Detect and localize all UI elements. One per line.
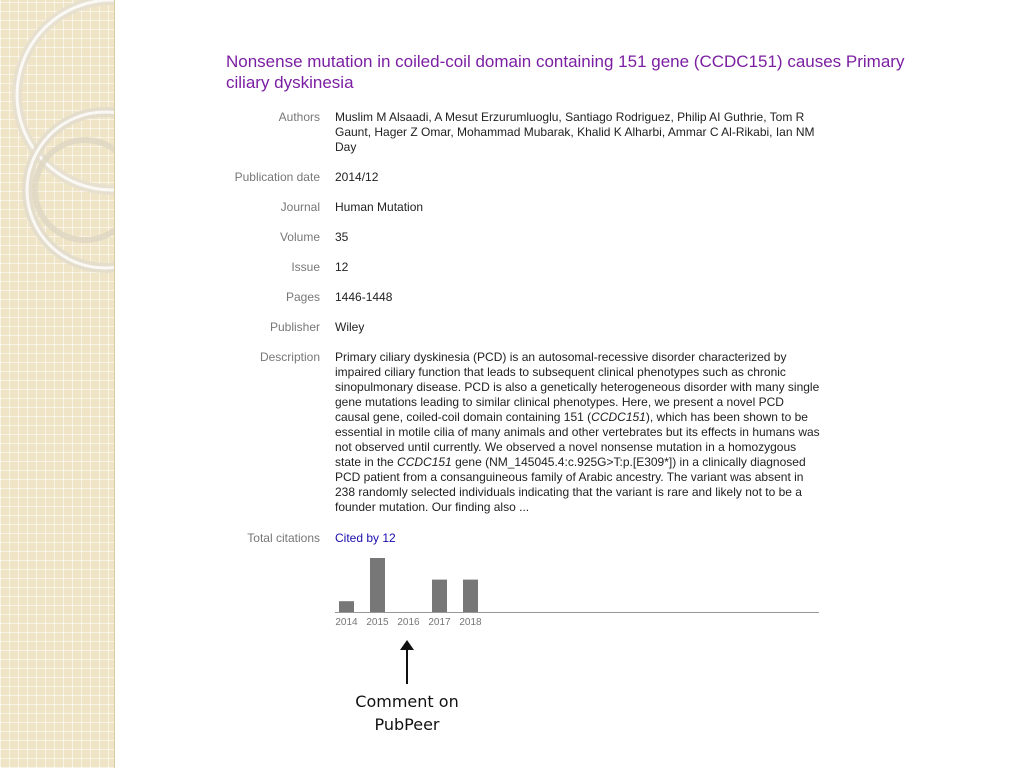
publication-date-value: 2014/12: [335, 170, 379, 184]
annotation-line-2: PubPeer: [374, 715, 440, 734]
total-citations-label: Total citations: [247, 531, 320, 545]
pages-label: Pages: [285, 290, 320, 304]
citations-chart: [335, 552, 819, 630]
publisher-value: Wiley: [335, 320, 365, 334]
volume-value: 35: [335, 230, 349, 244]
decorative-rings: [0, 0, 114, 768]
description-gene-2: CCDC151: [397, 455, 452, 469]
annotation-label: [330, 690, 484, 736]
issue-value: 12: [335, 260, 349, 274]
chart-bar-2014[interactable]: [339, 601, 354, 612]
page-title: Nonsense mutation in coiled-coil domain containing 151 gene (CCDC151) causes Primary ciliary dyskinesia: [226, 52, 905, 92]
description-text-2: ), which has been shown to be essential in motile cilia of many animals and other vertebrates but its effects in humans was not observed until currently. We observed a novel nonsense mutation in a homozygous state in the: [335, 410, 820, 469]
decorative-left-strip: [0, 0, 115, 768]
citations-chart-svg: [335, 552, 819, 630]
description-value: [335, 350, 821, 515]
chart-bar-2017[interactable]: [432, 580, 447, 612]
publication-date-label: Publication date: [234, 170, 320, 184]
chart-bar-2018[interactable]: [463, 580, 478, 612]
chart-tick-2017: 2017: [428, 617, 451, 628]
authors-value: Muslim M Alsaadi, A Mesut Erzurumluoglu, Santiago Rodriguez, Philip AI Guthrie, Tom R Gaunt, Hager Z Omar, Mohammad Mubarak, Khalid K Alharbi, Ammar C Al-Rikabi, Ian NM Day: [335, 110, 815, 154]
chart-tick-2014: 2014: [335, 617, 358, 628]
annotation-line-1: Comment on: [355, 692, 459, 711]
authors-label: Authors: [278, 110, 320, 124]
chart-tick-2016: 2016: [397, 617, 420, 628]
chart-tick-2018: 2018: [459, 617, 482, 628]
description-label: Description: [259, 350, 320, 364]
description-text-3: gene (NM_145045.4:c.925G>T:p.[E309*]) in a clinically diagnosed PCD patient from a consanguineous family of Arabic ancestry. The variant was absent in 238 randomly selected individuals indicating that the variant is rare and likely not to be a founder mutation. Our finding also ...: [335, 455, 806, 514]
publisher-label: Publisher: [269, 320, 320, 334]
issue-label: Issue: [291, 260, 320, 274]
journal-label: Journal: [280, 200, 320, 214]
total-citations-value: [335, 531, 821, 546]
chart-tick-2015: 2015: [366, 617, 389, 628]
cited-by-link[interactable]: Cited by 12: [335, 531, 396, 545]
description-gene-1: CCDC151: [591, 410, 646, 424]
volume-label: Volume: [279, 230, 320, 244]
chart-bar-2015[interactable]: [370, 558, 385, 612]
journal-value: Human Mutation: [335, 200, 424, 214]
pages-value: 1446-1448: [335, 290, 393, 304]
description-text-1: Primary ciliary dyskinesia (PCD) is an autosomal-recessive disorder characterized by impaired ciliary function that leads to subsequent clinical phenotypes such as chronic sinopulmonary disease. PCD is also a genetically heterogeneous disorder with many single gene mutations leading to similar clinical phenotypes. Here, we present a novel PCD causal gene, coiled-coil domain containing 151 (: [335, 350, 820, 424]
